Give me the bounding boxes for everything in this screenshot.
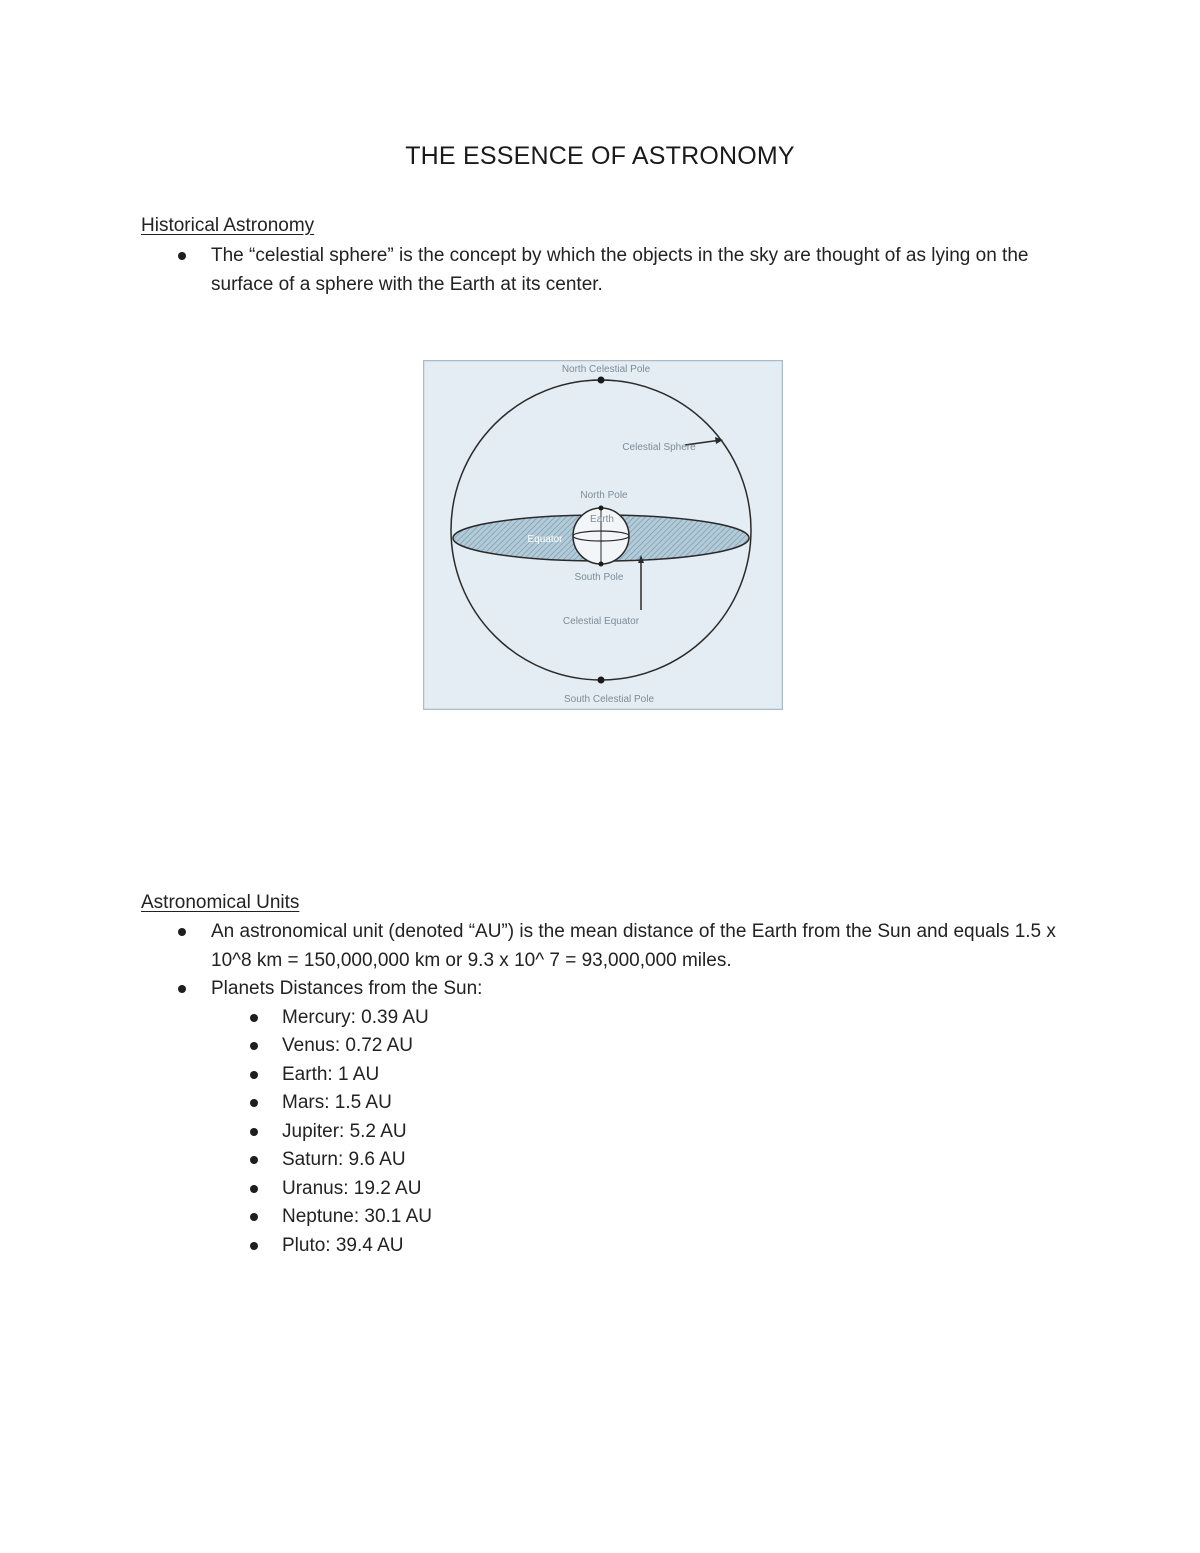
planet-distance-text: Venus: 0.72 AU xyxy=(282,1035,413,1056)
planet-distance-text: Saturn: 9.6 AU xyxy=(282,1149,406,1170)
list-item-text: Planets Distances from the Sun: xyxy=(211,978,483,999)
label-celestial-equator: Celestial Equator xyxy=(562,616,640,627)
planet-distance-text: Jupiter: 5.2 AU xyxy=(282,1120,407,1142)
planet-distance-text: Mercury: 0.39 AU xyxy=(282,1006,429,1028)
north-celestial-pole-dot xyxy=(598,377,605,384)
planet-distance-text: Pluto: 39.4 AU xyxy=(282,1234,404,1256)
planet-list-item xyxy=(0,1061,1061,1090)
label-south-celestial-pole: South Celestial Pole xyxy=(563,694,655,705)
north-pole-dot xyxy=(599,506,604,511)
section-heading-historical-astronomy: Historical Astronomy xyxy=(141,215,315,236)
list-item xyxy=(0,918,1061,975)
bullet-icon xyxy=(250,1185,258,1193)
list-item xyxy=(0,975,1061,1004)
planet-list-item xyxy=(0,1232,1061,1261)
bullet-icon xyxy=(250,1213,258,1221)
label-north-pole: North Pole xyxy=(580,490,628,501)
bullet-icon xyxy=(250,1099,258,1107)
planet-list-item xyxy=(0,1004,1061,1033)
list-item-text: An astronomical unit (denoted “AU”) is the mean distance of the Earth from the Sun and equals 1.5 x 10^8 km = 150,000,000 km or 9.3 x 10^ 7 = 93,000,000 miles. xyxy=(211,921,1056,971)
label-north-celestial-pole: North Celestial Pole xyxy=(561,364,651,375)
historical-bullet-list xyxy=(0,242,1061,299)
bullet-icon xyxy=(250,1156,258,1164)
bullet-icon xyxy=(250,1071,258,1079)
planet-list-item xyxy=(0,1146,1061,1175)
south-celestial-pole-dot xyxy=(598,677,605,684)
page-title: THE ESSENCE OF ASTRONOMY xyxy=(405,142,795,170)
planet-list-item xyxy=(0,1032,1061,1061)
planet-distance-text: Earth: 1 AU xyxy=(282,1063,380,1085)
label-earth: Earth xyxy=(590,514,614,525)
bullet-icon xyxy=(250,1014,258,1022)
bullet-icon xyxy=(178,252,186,260)
bullet-icon xyxy=(250,1042,258,1050)
planet-list-item xyxy=(0,1118,1061,1147)
list-item-text: The “celestial sphere” is the concept by which the objects in the sky are thought of as lying on the surface of a sphere with the Earth at its center. xyxy=(211,245,1029,295)
celestial-sphere-diagram xyxy=(423,360,783,710)
planet-distance-text: Uranus: 19.2 AU xyxy=(282,1177,422,1199)
planet-list-item xyxy=(0,1203,1061,1232)
bullet-icon xyxy=(178,928,186,936)
units-bullet-list xyxy=(0,918,1061,1260)
section-heading-astronomical-units: Astronomical Units xyxy=(141,892,300,913)
label-south-pole: South Pole xyxy=(574,572,624,583)
planet-list-item xyxy=(0,1175,1061,1204)
label-celestial-sphere: Celestial Sphere xyxy=(622,442,696,453)
planet-distance-text: Mars: 1.5 AU xyxy=(282,1092,392,1113)
planet-distance-text: Neptune: 30.1 AU xyxy=(282,1206,432,1227)
bullet-icon xyxy=(250,1128,258,1136)
list-item xyxy=(0,242,1061,299)
bullet-icon xyxy=(250,1242,258,1250)
south-pole-dot xyxy=(599,562,604,567)
planet-list-item xyxy=(0,1089,1061,1118)
label-equator: Equator xyxy=(527,534,563,545)
bullet-icon xyxy=(178,985,186,993)
